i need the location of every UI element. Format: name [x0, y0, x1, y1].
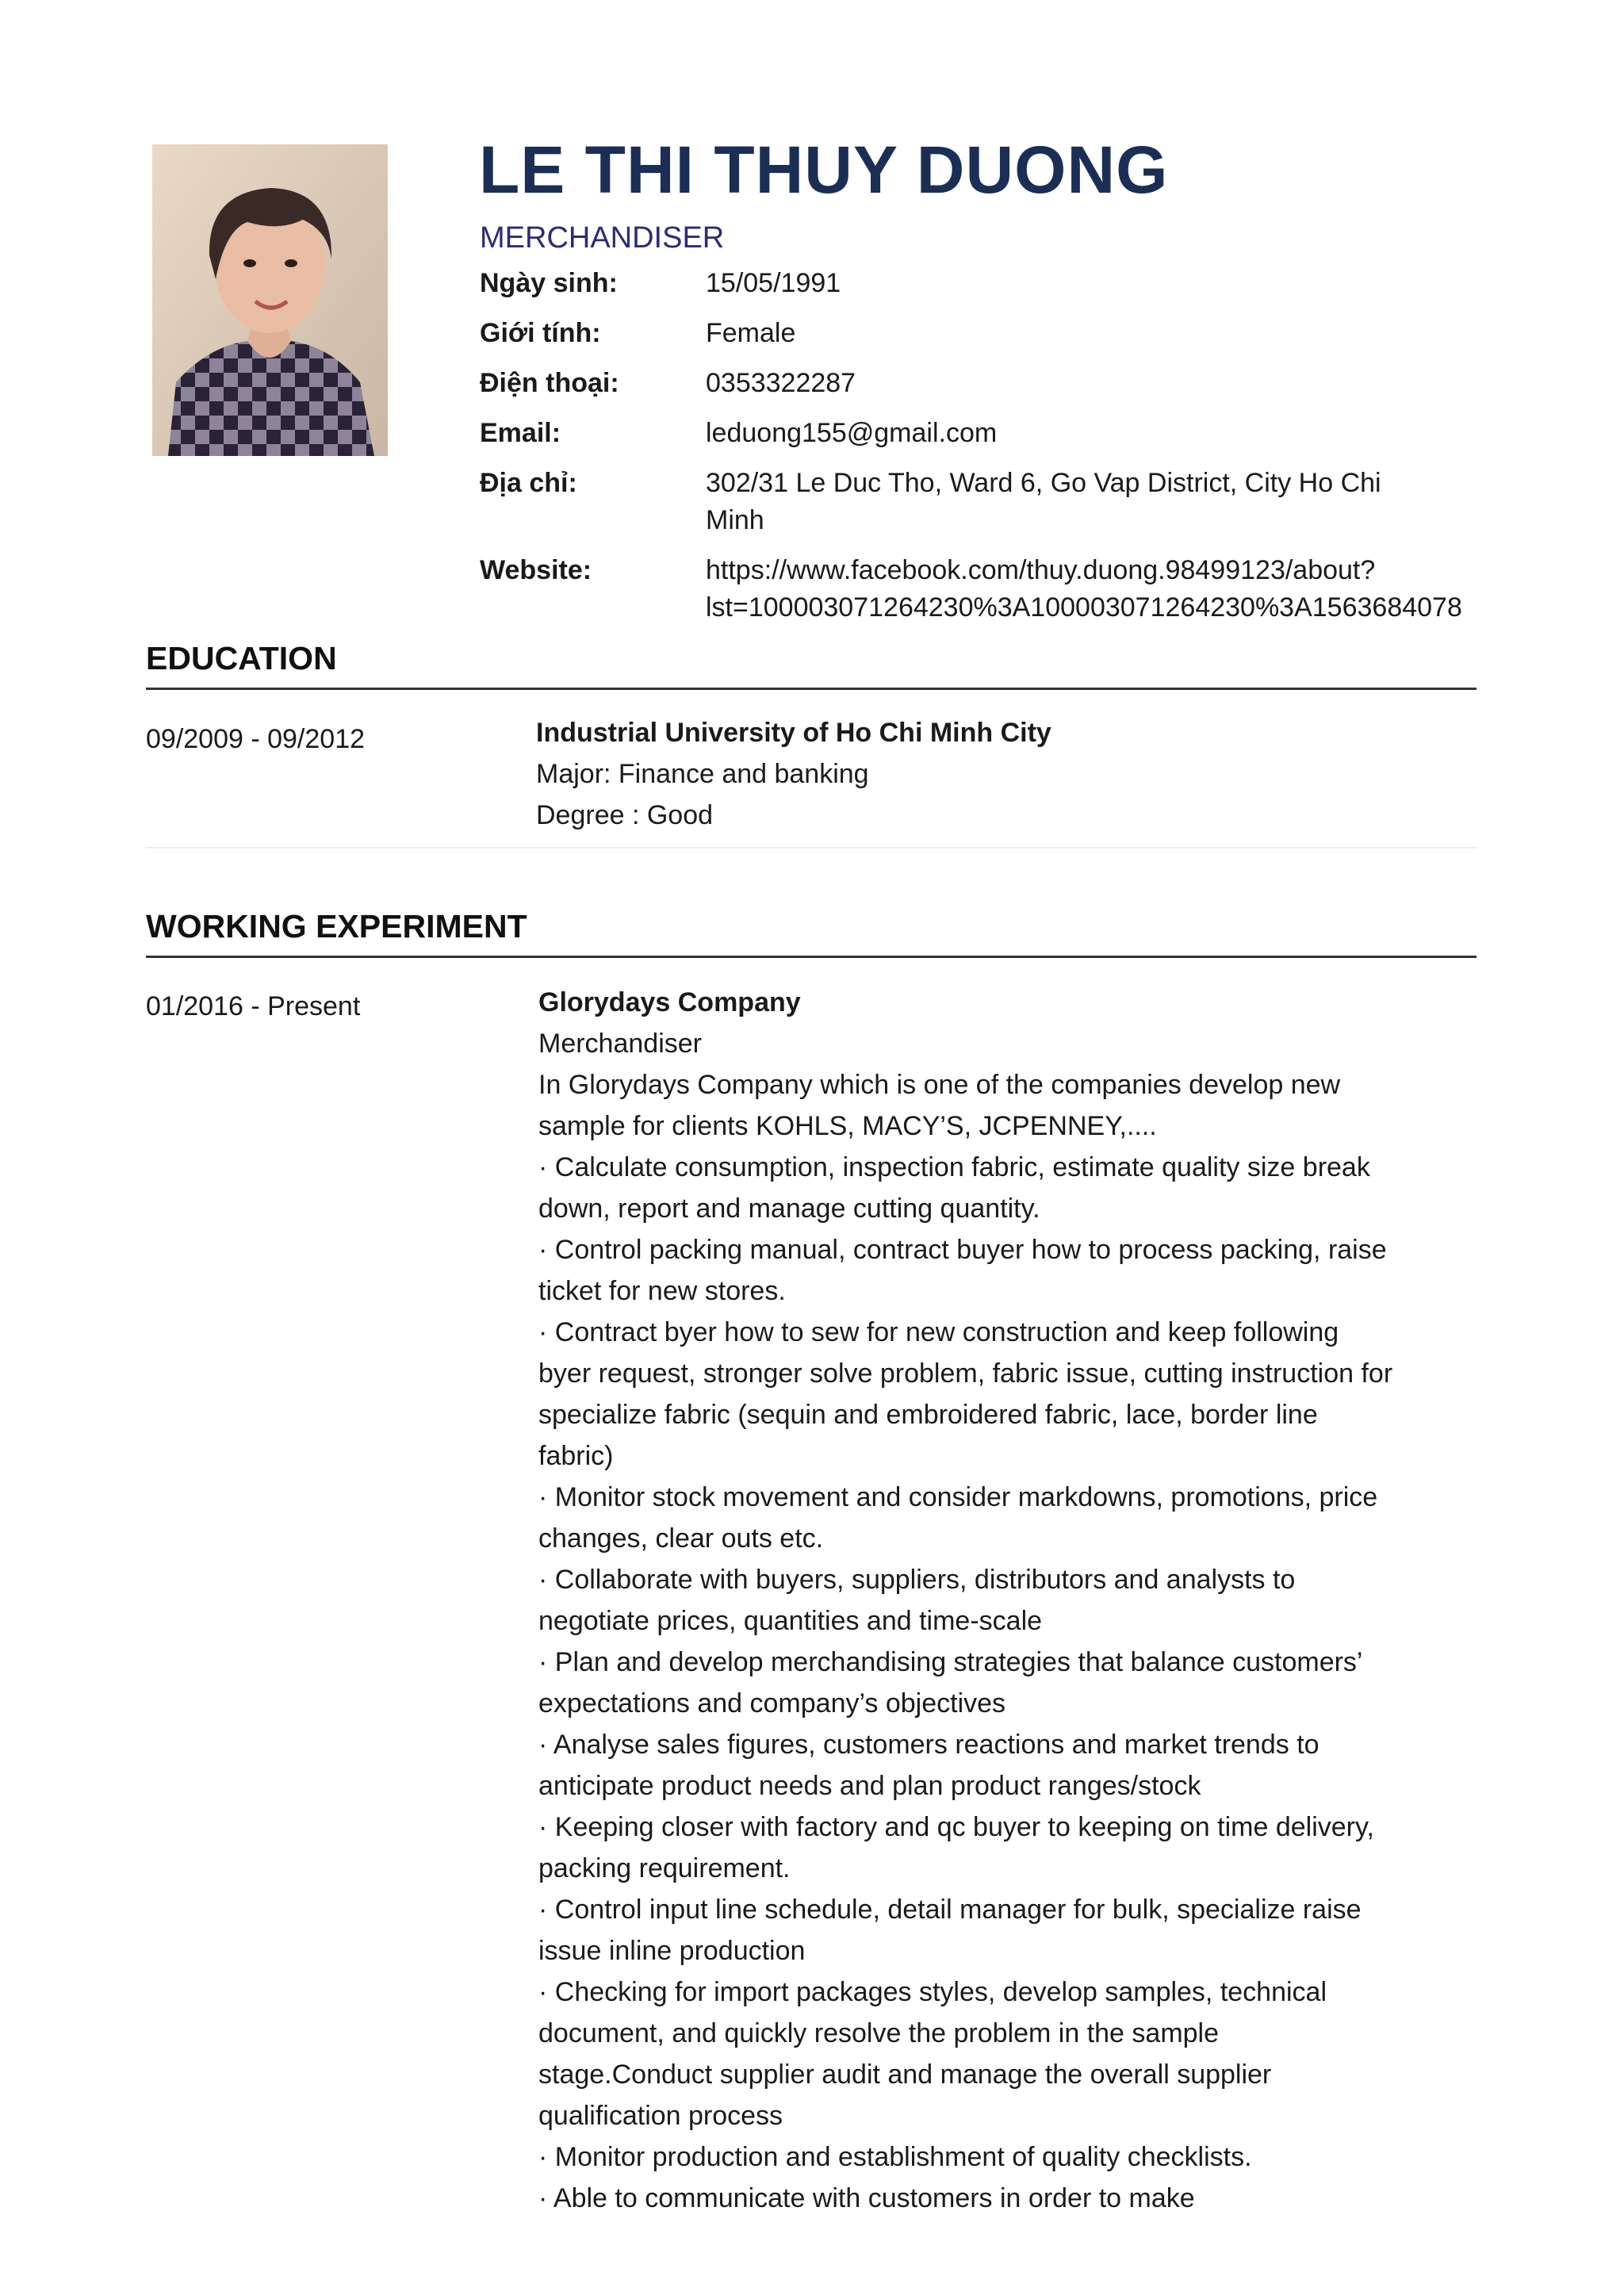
work-description-line: · Monitor production and establishment of quality checklists. — [538, 2142, 1252, 2172]
work-description-line: · Calculate consumption, inspection fabric, estimate quality size break — [538, 1152, 1370, 1182]
education-heading: EDUCATION — [146, 642, 1477, 690]
work-description-line: changes, clear outs etc. — [538, 1523, 824, 1554]
work-description-line: negotiate prices, quantities and time-scale — [538, 1606, 1043, 1636]
education-major: Major: Finance and banking — [536, 759, 869, 789]
work-description-line: ticket for new stores. — [538, 1276, 786, 1306]
info-value: 0353322287 — [706, 368, 856, 398]
work-description-line: · Plan and develop merchandising strategies that balance customers’ — [538, 1647, 1363, 1677]
section-divider — [146, 847, 1477, 849]
company-name: Glorydays Company — [538, 987, 801, 1017]
personal-info — [480, 265, 1479, 639]
work-description-line: issue inline production — [538, 1936, 806, 1966]
work-description — [538, 1023, 1411, 2219]
info-row-address — [480, 465, 1479, 539]
job-title: Merchandiser — [538, 1029, 702, 1059]
work-description-line: · Monitor stock movement and consider markdowns, promotions, price — [538, 1482, 1378, 1512]
info-label: Giới tính: — [480, 318, 601, 348]
profile-photo — [152, 144, 388, 456]
work-date: 01/2016 - Present — [146, 991, 361, 1021]
education-degree: Degree : Good — [536, 800, 714, 830]
school-name: Industrial University of Ho Chi Minh City — [536, 718, 1051, 748]
info-value: 15/05/1991 — [706, 268, 841, 298]
info-value: Female — [706, 318, 796, 348]
work-description-line: · Able to communicate with customers in order to make — [538, 2183, 1195, 2213]
candidate-title: MERCHANDISER — [480, 221, 725, 255]
work-description-line: qualification process — [538, 2101, 783, 2131]
info-value: leduong155@gmail.com — [706, 418, 998, 448]
info-row-website — [480, 552, 1479, 626]
work-description-line: fabric) — [538, 1441, 614, 1471]
info-row-birthdate — [480, 265, 1479, 302]
work-description-line: · Analyse sales figures, customers reactions and market trends to — [538, 1730, 1320, 1760]
work-entry — [538, 982, 1411, 2219]
work-description-line: sample for clients KOHLS, MACY’S, JCPENNEY,.... — [538, 1111, 1157, 1141]
work-description-line: · Checking for import packages styles, develop samples, technical — [538, 1977, 1327, 2007]
work-description-line: stage.Conduct supplier audit and manage the overall supplier — [538, 2060, 1272, 2090]
work-description-line: In Glorydays Company which is one of the companies develop new — [538, 1070, 1341, 1100]
info-label: Email: — [480, 418, 561, 448]
work-description-line: expectations and company’s objectives — [538, 1688, 1006, 1718]
education-entry — [536, 712, 1448, 836]
work-description-line: down, report and manage cutting quantity. — [538, 1194, 1040, 1224]
work-description-line: byer request, stronger solve problem, fabric issue, cutting instruction for — [538, 1358, 1393, 1389]
work-description-line: packing requirement. — [538, 1853, 791, 1883]
info-row-phone — [480, 365, 1479, 402]
education-date: 09/2009 - 09/2012 — [146, 724, 366, 754]
info-label: Ngày sinh: — [480, 268, 618, 298]
work-description-line: · Control input line schedule, detail manager for bulk, specialize raise — [538, 1895, 1362, 1925]
work-description-line: document, and quickly resolve the problem in the sample — [538, 2018, 1220, 2048]
info-label: Địa chỉ: — [480, 468, 577, 498]
work-heading: WORKING EXPERIMENT — [146, 910, 1477, 958]
info-value: 302/31 Le Duc Tho, Ward 6, Go Vap District, City Ho Chi Minh — [706, 468, 1381, 535]
work-description-line: · Control packing manual, contract buyer how to process packing, raise — [538, 1235, 1387, 1265]
work-description-line: anticipate product needs and plan product ranges/stock — [538, 1771, 1201, 1801]
work-description-line: specialize fabric (sequin and embroidered fabric, lace, border line — [538, 1400, 1318, 1430]
work-description-line: · Contract byer how to sew for new construction and keep following — [538, 1317, 1339, 1347]
info-row-email — [480, 415, 1479, 452]
info-label: Website: — [480, 555, 592, 585]
work-description-line: · Keeping closer with factory and qc buyer to keeping on time delivery, — [538, 1812, 1374, 1842]
info-label: Điện thoại: — [480, 368, 619, 398]
candidate-name: LE THI THUY DUONG — [479, 132, 1169, 207]
info-row-gender — [480, 315, 1479, 352]
work-description-line: · Collaborate with buyers, suppliers, distributors and analysts to — [538, 1565, 1296, 1595]
info-value: https://www.facebook.com/thuy.duong.98499123/about? lst=100003071264230%3A100003071264230%3A1563684078 — [706, 555, 1462, 623]
